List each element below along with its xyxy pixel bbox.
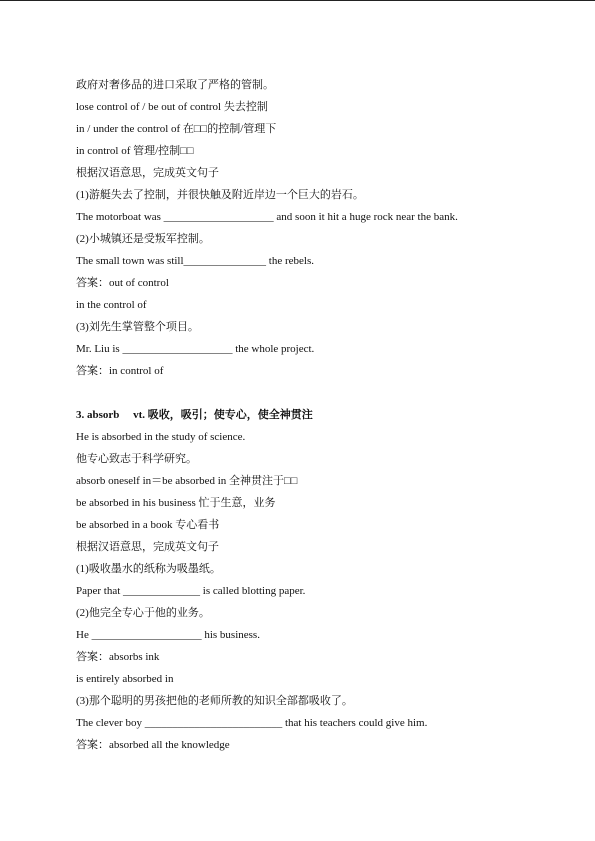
answer-line: 答案：in control of xyxy=(76,365,164,377)
exercise-prompt: (2)小城镇还是受叛军控制。 xyxy=(76,233,210,245)
text-line: 政府对奢侈品的进口采取了严格的管制。 xyxy=(76,79,274,91)
document-body xyxy=(76,74,546,756)
absorb-section xyxy=(76,404,546,756)
answer-line: 答案：out of control xyxy=(76,277,169,289)
exercise-prompt: (3)那个聪明的男孩把他的老师所教的知识全部都吸收了。 xyxy=(76,695,353,707)
page-top-border xyxy=(0,0,595,1)
exercise-instruction: 根据汉语意思，完成英文句子 xyxy=(76,167,219,179)
exercise-sentence: Paper that ______________ is called blotting paper. xyxy=(76,585,306,597)
exercise-sentence: The clever boy _________________________ that his teachers could give him. xyxy=(76,717,428,729)
exercise-sentence: Mr. Liu is ____________________ the whole project. xyxy=(76,343,315,355)
answer-line: 答案：absorbs ink xyxy=(76,651,160,663)
section-heading: 3. absorb vt. 吸收，吸引；使专心，使全神贯注 xyxy=(76,409,313,421)
text-line: be absorbed in his business 忙于生意，业务 xyxy=(76,497,276,509)
answer-line: is entirely absorbed in xyxy=(76,673,174,685)
exercise-prompt: (3)刘先生掌管整个项目。 xyxy=(76,321,199,333)
exercise-sentence: He ____________________ his business. xyxy=(76,629,260,641)
text-line: lose control of / be out of control 失去控制 xyxy=(76,101,268,113)
text-line: in / under the control of 在□□的控制/管理下 xyxy=(76,123,277,135)
exercise-instruction: 根据汉语意思，完成英文句子 xyxy=(76,541,219,553)
exercise-sentence: The motorboat was ____________________ and soon it hit a huge rock near the bank. xyxy=(76,211,458,223)
exercise-prompt: (1)吸收墨水的纸称为吸墨纸。 xyxy=(76,563,221,575)
answer-line: 答案：absorbed all the knowledge xyxy=(76,739,230,751)
text-line: He is absorbed in the study of science. xyxy=(76,431,246,443)
exercise-prompt: (1)游艇失去了控制，并很快触及附近岸边一个巨大的岩石。 xyxy=(76,189,364,201)
exercise-prompt: (2)他完全专心于他的业务。 xyxy=(76,607,210,619)
exercise-sentence: The small town was still_______________ the rebels. xyxy=(76,255,314,267)
answer-line: in the control of xyxy=(76,299,147,311)
text-line: in control of 管理/控制□□ xyxy=(76,145,194,157)
text-line: be absorbed in a book 专心看书 xyxy=(76,519,220,531)
section-spacer xyxy=(76,382,546,404)
text-line: absorb oneself in＝be absorbed in 全神贯注于□□ xyxy=(76,475,298,487)
control-section xyxy=(76,74,546,382)
text-line: 他专心致志于科学研究。 xyxy=(76,453,197,465)
